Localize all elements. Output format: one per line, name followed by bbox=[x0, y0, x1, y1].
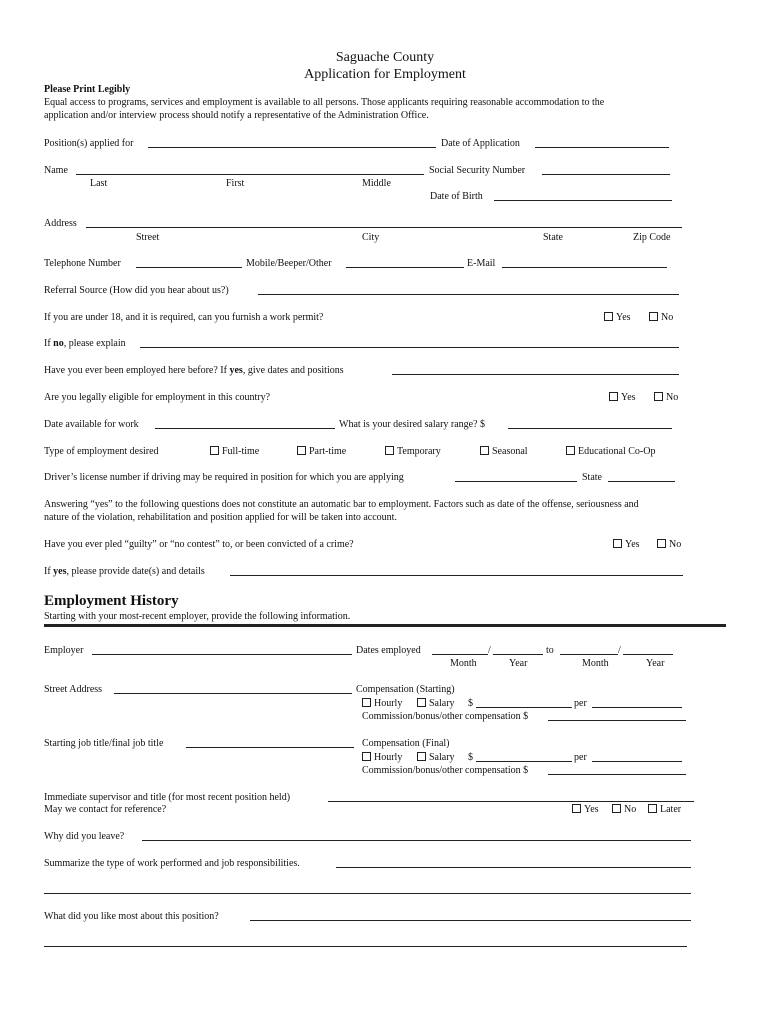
drivers-license-label: Driver’s license number if driving may be required in position for which you are applying bbox=[44, 472, 404, 483]
if-yes-details-field[interactable] bbox=[230, 575, 683, 576]
comp-final-commission-label: Commission/bonus/other compensation $ bbox=[362, 765, 529, 776]
comp-final-label: Compensation (Final) bbox=[362, 738, 450, 749]
checkbox-icon bbox=[604, 312, 613, 321]
job-title-label: Starting job title/final job title bbox=[44, 738, 164, 749]
address-label: Address bbox=[44, 218, 77, 229]
positions-label: Position(s) applied for bbox=[44, 138, 134, 149]
employed-before-label: Have you ever been employed here before? If yes, give dates and positions bbox=[44, 365, 344, 376]
email-field[interactable] bbox=[502, 267, 667, 268]
comp-starting-salary-option[interactable]: Salary bbox=[417, 698, 455, 710]
name-field[interactable] bbox=[76, 174, 424, 175]
employment-type-label: Type of employment desired bbox=[44, 446, 159, 457]
contact-later-option[interactable]: Later bbox=[648, 804, 681, 816]
addr-city-caption: City bbox=[362, 232, 380, 243]
start-year-caption: Year bbox=[509, 658, 528, 669]
dob-label: Date of Birth bbox=[430, 191, 483, 202]
mobile-field[interactable] bbox=[346, 267, 464, 268]
checkbox-icon bbox=[612, 804, 621, 813]
summarize-label: Summarize the type of work performed and job responsibilities. bbox=[44, 858, 300, 869]
date-of-application-label: Date of Application bbox=[441, 138, 520, 149]
liked-most-label: What did you like most about this position? bbox=[44, 911, 219, 922]
under18-label: If you are under 18, and it is required, can you furnish a work permit? bbox=[44, 312, 324, 323]
date-of-application-field[interactable] bbox=[535, 147, 669, 148]
checkbox-icon bbox=[654, 392, 663, 401]
checkbox-icon bbox=[613, 539, 622, 548]
why-leave-label: Why did you leave? bbox=[44, 831, 125, 842]
end-year-caption: Year bbox=[646, 658, 665, 669]
employed-before-field[interactable] bbox=[392, 374, 679, 375]
start-month-caption: Month bbox=[450, 658, 477, 669]
supervisor-label: Immediate supervisor and title (for most recent position held) bbox=[44, 792, 291, 803]
part-time-option[interactable]: Part-time bbox=[297, 446, 346, 458]
comp-final-commission-field[interactable] bbox=[548, 774, 686, 775]
checkbox-icon bbox=[417, 752, 426, 761]
license-state-label: State bbox=[582, 472, 602, 483]
to-label: to bbox=[546, 645, 554, 656]
telephone-label: Telephone Number bbox=[44, 258, 121, 269]
liked-most-field[interactable] bbox=[250, 920, 691, 921]
eligible-no-option[interactable]: No bbox=[654, 392, 678, 404]
contact-label: May we contact for reference? bbox=[44, 804, 167, 815]
checkbox-icon bbox=[572, 804, 581, 813]
checkbox-icon bbox=[362, 698, 371, 707]
convicted-label: Have you ever pled “guilty” or “no contest” to, or been convicted of a crime? bbox=[44, 539, 354, 550]
salary-field[interactable] bbox=[508, 428, 672, 429]
start-month-field[interactable] bbox=[432, 654, 488, 655]
comp-starting-hourly-option[interactable]: Hourly bbox=[362, 698, 402, 710]
checkbox-icon bbox=[480, 446, 489, 455]
contact-no-option[interactable]: No bbox=[612, 804, 636, 816]
email-label: E-Mail bbox=[467, 258, 496, 269]
convicted-no-option[interactable]: No bbox=[657, 539, 681, 551]
checkbox-icon bbox=[649, 312, 658, 321]
job-title-field[interactable] bbox=[186, 747, 354, 748]
referral-field[interactable] bbox=[258, 294, 679, 295]
comp-starting-label: Compensation (Starting) bbox=[356, 684, 455, 695]
if-no-explain-field[interactable] bbox=[140, 347, 679, 348]
date-available-label: Date available for work bbox=[44, 419, 139, 430]
telephone-field[interactable] bbox=[136, 267, 242, 268]
comp-final-per-field[interactable] bbox=[592, 761, 682, 762]
under18-yes-option[interactable]: Yes bbox=[604, 312, 631, 324]
convicted-yes-option[interactable]: Yes bbox=[613, 539, 640, 551]
seasonal-option[interactable]: Seasonal bbox=[480, 446, 528, 458]
county-name: Saguache County bbox=[335, 50, 435, 65]
checkbox-icon bbox=[609, 392, 618, 401]
legally-eligible-label: Are you legally eligible for employment in this country? bbox=[44, 392, 271, 403]
ssn-label: Social Security Number bbox=[429, 165, 526, 176]
checkbox-icon bbox=[297, 446, 306, 455]
under18-no-option[interactable]: No bbox=[649, 312, 673, 324]
comp-final-dollar: $ bbox=[468, 752, 473, 763]
eligible-yes-option[interactable]: Yes bbox=[609, 392, 636, 404]
notice-line-1: Equal access to programs, services and employment is available to all persons. Those applicants requiring reasonable accommodation to the bbox=[44, 97, 605, 108]
positions-field[interactable] bbox=[148, 147, 436, 148]
license-state-field[interactable] bbox=[608, 481, 675, 482]
contact-yes-option[interactable]: Yes bbox=[572, 804, 599, 816]
employment-history-subheading: Starting with your most-recent employer, provide the following information. bbox=[44, 611, 351, 622]
name-first-caption: First bbox=[226, 178, 245, 189]
employment-history-heading: Employment History bbox=[44, 593, 179, 609]
full-time-option[interactable]: Full-time bbox=[210, 446, 259, 458]
notice-line-2: application and/or interview process should notify a representative of the Administration Office. bbox=[44, 110, 429, 121]
comp-starting-per-field[interactable] bbox=[592, 707, 682, 708]
date-slash-1: / bbox=[488, 645, 491, 656]
start-year-field[interactable] bbox=[493, 654, 543, 655]
liked-most-field-line-2[interactable] bbox=[44, 946, 687, 947]
name-middle-caption: Middle bbox=[362, 178, 391, 189]
drivers-license-field[interactable] bbox=[455, 481, 577, 482]
comp-starting-amount-field[interactable] bbox=[476, 707, 572, 708]
section-divider bbox=[44, 624, 726, 627]
page-title: Application for Employment bbox=[304, 67, 466, 82]
comp-starting-commission-label: Commission/bonus/other compensation $ bbox=[362, 711, 529, 722]
print-note: Please Print Legibly bbox=[44, 84, 131, 95]
supervisor-field[interactable] bbox=[328, 801, 694, 802]
ssn-field[interactable] bbox=[542, 174, 670, 175]
checkbox-icon bbox=[566, 446, 575, 455]
end-year-field[interactable] bbox=[623, 654, 673, 655]
disclaimer-line-2: nature of the violation, rehabilitation and position applied for will be taken into account. bbox=[44, 512, 397, 523]
comp-starting-commission-field[interactable] bbox=[548, 720, 686, 721]
checkbox-icon bbox=[362, 752, 371, 761]
checkbox-icon bbox=[657, 539, 666, 548]
dob-field[interactable] bbox=[494, 200, 672, 201]
summarize-field-line-2[interactable] bbox=[44, 893, 691, 894]
street-address-field[interactable] bbox=[114, 693, 352, 694]
address-field[interactable] bbox=[86, 227, 682, 228]
end-month-field[interactable] bbox=[560, 654, 618, 655]
referral-label: Referral Source (How did you hear about us?) bbox=[44, 285, 229, 296]
checkbox-icon bbox=[210, 446, 219, 455]
why-leave-field[interactable] bbox=[142, 840, 691, 841]
comp-final-hourly-option[interactable]: Hourly bbox=[362, 752, 402, 764]
checkbox-icon bbox=[648, 804, 657, 813]
coop-option[interactable]: Educational Co-Op bbox=[566, 446, 655, 458]
addr-zip-caption: Zip Code bbox=[633, 232, 671, 243]
date-slash-2: / bbox=[618, 645, 621, 656]
checkbox-icon bbox=[385, 446, 394, 455]
employer-field[interactable] bbox=[92, 654, 352, 655]
comp-final-per: per bbox=[574, 752, 587, 763]
checkbox-icon bbox=[417, 698, 426, 707]
employer-label: Employer bbox=[44, 645, 84, 656]
addr-street-caption: Street bbox=[136, 232, 160, 243]
date-available-field[interactable] bbox=[155, 428, 335, 429]
comp-starting-dollar: $ bbox=[468, 698, 473, 709]
if-no-label: If no, please explain bbox=[44, 338, 126, 349]
salary-label: What is your desired salary range? $ bbox=[339, 419, 486, 430]
comp-starting-per: per bbox=[574, 698, 587, 709]
name-last-caption: Last bbox=[90, 178, 108, 189]
end-month-caption: Month bbox=[582, 658, 609, 669]
dates-employed-label: Dates employed bbox=[356, 645, 421, 656]
temporary-option[interactable]: Temporary bbox=[385, 446, 441, 458]
street-address-label: Street Address bbox=[44, 684, 103, 695]
comp-final-salary-option[interactable]: Salary bbox=[417, 752, 455, 764]
name-label: Name bbox=[44, 165, 68, 176]
comp-final-amount-field[interactable] bbox=[476, 761, 572, 762]
if-yes-label: If yes, please provide date(s) and details bbox=[44, 566, 205, 577]
disclaimer-line-1: Answering “yes” to the following questions does not constitute an automatic bar to employment. Factors such as date of the offense, seriousness and bbox=[44, 499, 639, 510]
mobile-label: Mobile/Beeper/Other bbox=[246, 258, 332, 269]
addr-state-caption: State bbox=[543, 232, 563, 243]
summarize-field[interactable] bbox=[336, 867, 691, 868]
